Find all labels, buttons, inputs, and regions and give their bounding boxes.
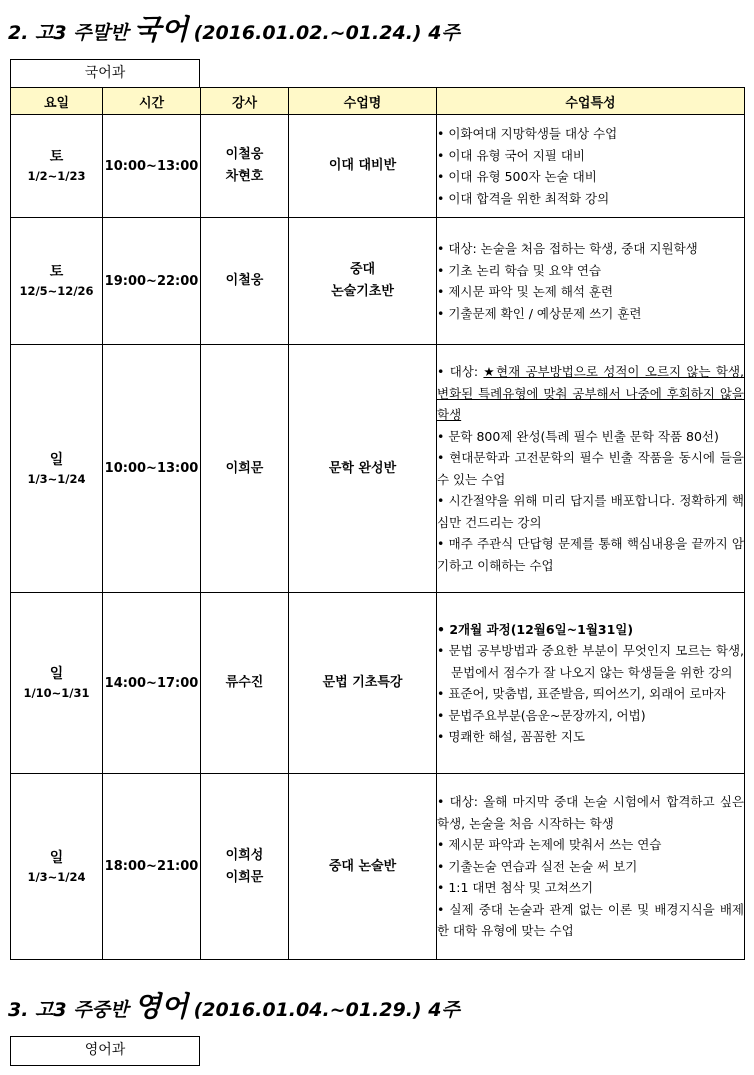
- teacher-cell: [201, 115, 289, 218]
- teacher-name: 이희성: [225, 847, 264, 863]
- header-teacher: 강사: [201, 88, 289, 115]
- day: 일: [49, 666, 64, 682]
- course-name: 이대 대비반: [328, 158, 397, 173]
- table-header-row: [11, 88, 745, 115]
- target-label: • 대상:: [437, 364, 484, 379]
- dates: 1/10~1/31: [23, 686, 90, 700]
- course-cell: [289, 774, 437, 960]
- section-period: (2016.01.04.~01.29.) 4주: [193, 999, 460, 1021]
- dates: 1/2~1/23: [27, 169, 86, 183]
- features-cell: [437, 774, 745, 960]
- section-heading-english: [8, 985, 460, 1025]
- course-cell: [289, 115, 437, 218]
- table-row: [11, 774, 745, 960]
- feature-item: • 이대 유형 500자 논술 대비: [437, 169, 597, 184]
- course-name: 문학 완성반: [328, 460, 397, 476]
- feature-item: • 기출문제 확인 / 예상문제 쓰기 훈련: [437, 305, 642, 321]
- feature-item: • 문법 공부방법과 중요한 부분이 무엇인지 모르는 학생, 문법에서 점수가 잘 나오지 않는 학생들을 위한 강의: [437, 643, 744, 680]
- features-list: [437, 791, 744, 942]
- day-cell: [11, 593, 103, 774]
- teacher-name: 이철웅: [225, 273, 264, 288]
- header-course: 수업명: [289, 88, 437, 115]
- feature-item: • 대상: 논술을 처음 접하는 학생, 중대 지원학생: [437, 241, 698, 256]
- features-cell: [437, 345, 745, 593]
- feature-item: • 이대 합격을 위한 최적화 강의: [437, 190, 610, 206]
- feature-bold: • 2개월 과정(12월6일~1월31일): [437, 621, 634, 637]
- day: 일: [49, 451, 64, 468]
- header-features: 수업특성: [437, 88, 745, 115]
- features-cell: [437, 593, 745, 774]
- feature-item: • 명쾌한 해설, 꼼꼼한 지도: [437, 729, 585, 744]
- course-cell: [289, 593, 437, 774]
- feature-item: • 시간절약을 위해 미리 답지를 배포합니다. 정확하게 핵심만 건드리는 강의: [437, 493, 744, 530]
- course-name: 중대: [349, 262, 376, 277]
- teacher-cell: [201, 774, 289, 960]
- feature-item-bold: [437, 619, 744, 641]
- dates: 1/3~1/24: [27, 471, 86, 486]
- features-list: [437, 238, 744, 324]
- day-cell: [11, 345, 103, 593]
- feature-item: • 문학 800제 완성(특례 필수 빈출 문학 작품 80선): [437, 428, 719, 444]
- schedule-table: [10, 87, 745, 960]
- header-time: 시간: [103, 88, 201, 115]
- section-number: 2. 고3 주말반: [8, 22, 129, 44]
- day-cell: [11, 115, 103, 218]
- feature-item: • 표준어, 맞춤법, 표준발음, 띄어쓰기, 외래어 로마자: [437, 686, 726, 701]
- teacher-name: 이철웅: [225, 147, 264, 162]
- features-cell: [437, 115, 745, 218]
- feature-item: • 이화여대 지망학생들 대상 수업: [437, 126, 618, 141]
- target-underlined: ★현재 공부방법으로 성적이 오르지 않는 학생, 변화된 특례유형에 맞춰 공부해서 나중에 후회하지 않을 학생: [437, 364, 744, 422]
- section-heading-korean: [8, 8, 460, 48]
- teacher-name: 이희문: [225, 869, 264, 885]
- time-cell: 19:00~22:00: [103, 218, 201, 345]
- section-period: (2016.01.02.~01.24.) 4주: [193, 22, 460, 44]
- time-cell: 10:00~13:00: [103, 345, 201, 593]
- course-cell: [289, 345, 437, 593]
- time-cell: 10:00~13:00: [103, 115, 201, 218]
- teacher-cell: [201, 218, 289, 345]
- feature-item: [437, 361, 744, 426]
- section-subject: 국어: [133, 13, 188, 46]
- time-cell: 18:00~21:00: [103, 774, 201, 960]
- feature-item: • 매주 주관식 단답형 문제를 통해 핵심내용을 끝까지 암기하고 이해하는 수업: [437, 536, 744, 573]
- section-number: 3. 고3 주중반: [8, 999, 129, 1021]
- section-subject: 영어: [133, 990, 188, 1023]
- feature-item: • 대상: 올해 마지막 중대 논술 시험에서 합격하고 싶은 학생, 논술을 처음 시작하는 학생: [437, 794, 744, 831]
- features-cell: [437, 218, 745, 345]
- features-list: [437, 619, 744, 748]
- table-row: [11, 345, 745, 593]
- day: 토: [49, 264, 64, 280]
- course-cell: [289, 218, 437, 345]
- feature-item: • 기초 논리 학습 및 요약 연습: [437, 262, 602, 278]
- dates: 1/3~1/24: [27, 869, 86, 884]
- feature-item: • 기출논술 연습과 실전 논술 써 보기: [437, 858, 638, 874]
- day-cell: [11, 774, 103, 960]
- feature-item: • 이대 유형 국어 지필 대비: [437, 147, 585, 163]
- feature-item: • 실제 중대 논술과 관계 없는 이론 및 배경지식을 배제한 대학 유형에 맞는 수업: [437, 901, 744, 939]
- teacher-name: 차현호: [225, 169, 264, 184]
- course-name: 중대 논술반: [328, 858, 397, 874]
- day-cell: [11, 218, 103, 345]
- day: 일: [49, 849, 64, 866]
- feature-item: • 현대문학과 고전문학의 필수 빈출 작품을 동시에 들을 수 있는 수업: [437, 450, 744, 487]
- feature-item: • 제시문 파악 및 논제 해석 훈련: [437, 284, 614, 299]
- time-cell: 14:00~17:00: [103, 593, 201, 774]
- header-day: 요일: [11, 88, 103, 115]
- feature-item: • 제시문 파악과 논제에 맞춰서 쓰는 연습: [437, 837, 662, 853]
- features-list: [437, 123, 744, 209]
- course-name: 논술기초반: [331, 284, 394, 299]
- department-label: 국어과: [10, 59, 200, 87]
- teacher-cell: [201, 345, 289, 593]
- features-list: [437, 361, 744, 576]
- table-row: [11, 218, 745, 345]
- dates: 12/5~12/26: [19, 284, 94, 298]
- teacher-name: 류수진: [225, 675, 264, 690]
- feature-item: • 문법주요부분(음운~문장까지, 어법): [437, 707, 646, 723]
- department-label: 영어과: [10, 1036, 200, 1066]
- teacher-cell: [201, 593, 289, 774]
- feature-item: • 1:1 대면 첨삭 및 고쳐쓰기: [437, 880, 594, 896]
- table-row: [11, 115, 745, 218]
- teacher-name: 이희문: [225, 460, 264, 476]
- day: 토: [49, 149, 64, 165]
- table-row: [11, 593, 745, 774]
- course-name: 문법 기초특강: [322, 675, 403, 690]
